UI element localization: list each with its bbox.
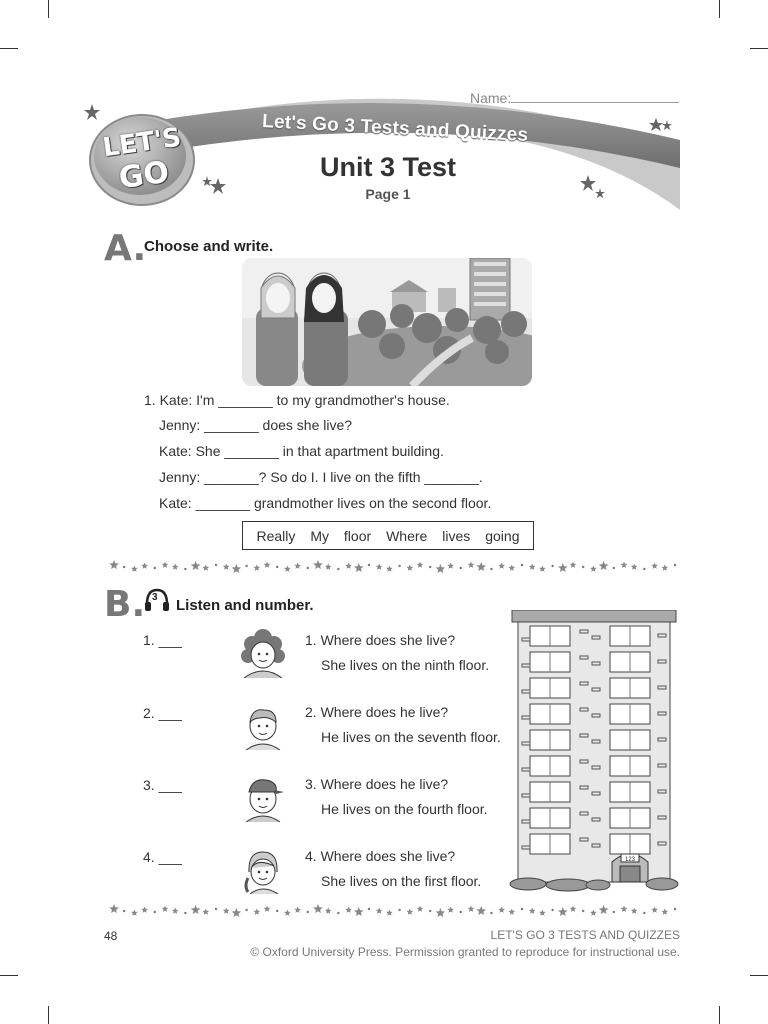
decorative-star [325,564,332,570]
decorative-star [294,907,301,913]
decorative-star [651,563,658,569]
decorative-dot [184,912,186,914]
decorative-star [203,565,210,571]
decorative-star [417,562,424,568]
decorative-star [447,907,454,913]
question-3: 3. Where does he live? [305,776,449,792]
decorative-star [284,910,291,916]
decorative-dot [368,564,370,566]
page-number: 48 [104,929,118,943]
section-b-title: Listen and number. [176,597,314,614]
decorative-dot [276,910,278,912]
decorative-star [539,910,546,916]
crop-mark [719,1006,720,1024]
decorative-star [509,909,516,915]
dialogue-line-2: Jenny: _______ does she live? [159,417,353,433]
girl-braid-icon [238,844,288,894]
decorative-star [376,564,383,570]
building-illustration [508,610,680,892]
question-1: 1. Where does she live? [305,632,456,648]
answer-1: She lives on the ninth floor. [321,657,490,673]
decorative-star [172,908,179,914]
decorative-dot [337,568,339,570]
decorative-dot [521,564,523,566]
footer-title: LET'S GO 3 TESTS AND QUIZZES [490,928,680,942]
decorative-dot [184,568,186,570]
decorative-dot [643,912,645,914]
decorative-dot [276,566,278,568]
decorative-star [313,560,323,569]
decorative-dot [398,909,400,911]
star-divider [108,558,680,576]
decorative-star [476,562,486,571]
decorative-star [325,908,332,914]
word-bank-word: going [485,527,520,544]
decorative-star [131,566,138,572]
decorative-dot [245,909,247,911]
answer-4: She lives on the first floor. [321,873,482,889]
decorative-star [254,909,261,915]
word-bank-word: floor [343,527,372,544]
decorative-star [345,907,352,913]
decorative-star [232,564,242,573]
decorative-dot [674,908,676,910]
decorative-star [476,906,486,915]
decorative-star [631,564,638,570]
decorative-star [141,563,148,569]
scene-illustration [242,258,532,386]
decorative-star [662,565,669,571]
decorative-star [407,565,414,571]
crop-mark [48,1006,49,1024]
decorative-star [386,566,393,572]
decorative-star [294,563,301,569]
decorative-dot [490,568,492,570]
decorative-star [436,564,446,573]
decorative-star [468,562,475,568]
building-number: 123 [624,857,636,863]
decorative-star [590,566,597,572]
decorative-star [570,562,577,568]
decorative-star [223,908,230,914]
decorative-star [109,560,119,569]
decorative-star [468,906,475,912]
decorative-star [162,906,169,912]
decorative-star [662,909,669,915]
decorative-star [599,561,609,570]
apartment-building-icon [470,258,510,320]
banner-title: Let's Go 3 Tests and Quizzes [261,111,529,146]
decorative-dot [245,565,247,567]
logo-text-bottom: GO [116,154,172,197]
decorative-dot [215,564,217,566]
decorative-star [131,910,138,916]
decorative-dot [582,566,584,568]
section-b-letter: B. [104,584,146,625]
decorative-star [621,562,628,568]
decorative-star [599,905,609,914]
answer-2: He lives on the seventh floor. [321,729,501,745]
decorative-star [254,565,261,571]
decorative-star [498,563,505,569]
crop-mark [0,975,18,976]
decorative-star [651,907,658,913]
decorative-star [436,908,446,917]
dialogue-line-1: 1. Kate: I'm _______ to my grandmother's house. [144,392,450,408]
decorative-dot [215,908,217,910]
decorative-star [386,910,393,916]
unit-title: Unit 3 Test [319,152,456,182]
decorative-star [191,561,201,570]
decorative-dot [551,909,553,911]
decorative-star [162,562,169,568]
decorative-dot [368,908,370,910]
decorative-dot [154,911,156,913]
girl-curly-hair-icon [238,628,288,678]
decorative-dot [307,911,309,913]
word-bank-word: Where [386,527,428,544]
decorative-star [313,904,323,913]
footer-copyright: © Oxford University Press. Permission granted to reproduce for instructional use. [250,945,680,959]
decorative-star [223,564,230,570]
answer-blank-1[interactable]: 1. ___ [143,632,182,648]
decorative-star [590,910,597,916]
crop-mark [750,975,768,976]
decorative-dot [154,567,156,569]
decorative-star [447,563,454,569]
decorative-star [407,909,414,915]
decorative-star [203,909,210,915]
decorative-dot [398,565,400,567]
decorative-dot [123,566,125,568]
answer-3: He lives on the fourth floor. [321,801,488,817]
decorative-star [264,562,271,568]
dialogue-line-3: Kate: She _______ in that apartment building. [159,443,444,459]
dialogue-line-5: Kate: _______ grandmother lives on the second floor. [159,495,492,511]
decorative-star [558,907,568,916]
boy-cap-icon [238,772,288,822]
decorative-dot [429,910,431,912]
question-2: 2. Where does he live? [305,704,449,720]
decorative-star [558,563,568,572]
decorative-dot [613,911,615,913]
question-4: 4. Where does she live? [305,848,456,864]
word-bank [242,521,534,550]
star-divider [108,902,680,920]
decorative-star [191,905,201,914]
section-a-title: Choose and write. [144,238,274,255]
page-label: Page 1 [365,186,411,202]
decorative-dot [613,567,615,569]
decorative-star [621,906,628,912]
decorative-star [376,908,383,914]
decorative-star [109,904,119,913]
decorative-dot [460,567,462,569]
decorative-star [631,908,638,914]
decorative-dot [460,911,462,913]
decorative-dot [429,566,431,568]
decorative-star [141,907,148,913]
decorative-star [172,564,179,570]
decorative-star [539,566,546,572]
decorative-dot [337,912,339,914]
dialogue-line-4: Jenny: _______? So do I. I live on the fifth _______. [159,469,483,485]
decorative-star [417,906,424,912]
answer-blank-4[interactable]: 4. ___ [143,849,182,865]
decorative-dot [674,564,676,566]
decorative-star [354,907,364,916]
word-bank-word: Really [256,527,296,544]
decorative-star [232,908,242,917]
decorative-star [264,906,271,912]
decorative-dot [643,568,645,570]
decorative-star [354,563,364,572]
decorative-dot [582,910,584,912]
decorative-star [529,564,536,570]
track-number: 3 [152,592,158,603]
decorative-dot [307,567,309,569]
answer-blank-2[interactable]: 2. ___ [143,705,182,721]
word-bank-word: lives [442,527,471,544]
decorative-dot [123,910,125,912]
decorative-dot [551,565,553,567]
decorative-star [570,906,577,912]
boy-icon [238,700,288,750]
decorative-dot [521,908,523,910]
decorative-star [529,908,536,914]
decorative-star [345,563,352,569]
decorative-dot [490,912,492,914]
word-bank-word: My [310,527,329,544]
logo-text-top: LET'S [100,122,184,164]
answer-blank-3[interactable]: 3. ___ [143,777,182,793]
decorative-star [498,907,505,913]
decorative-star [284,566,291,572]
section-a-letter: A. [104,228,147,269]
name-label: Name: [470,90,512,106]
decorative-star [509,565,516,571]
